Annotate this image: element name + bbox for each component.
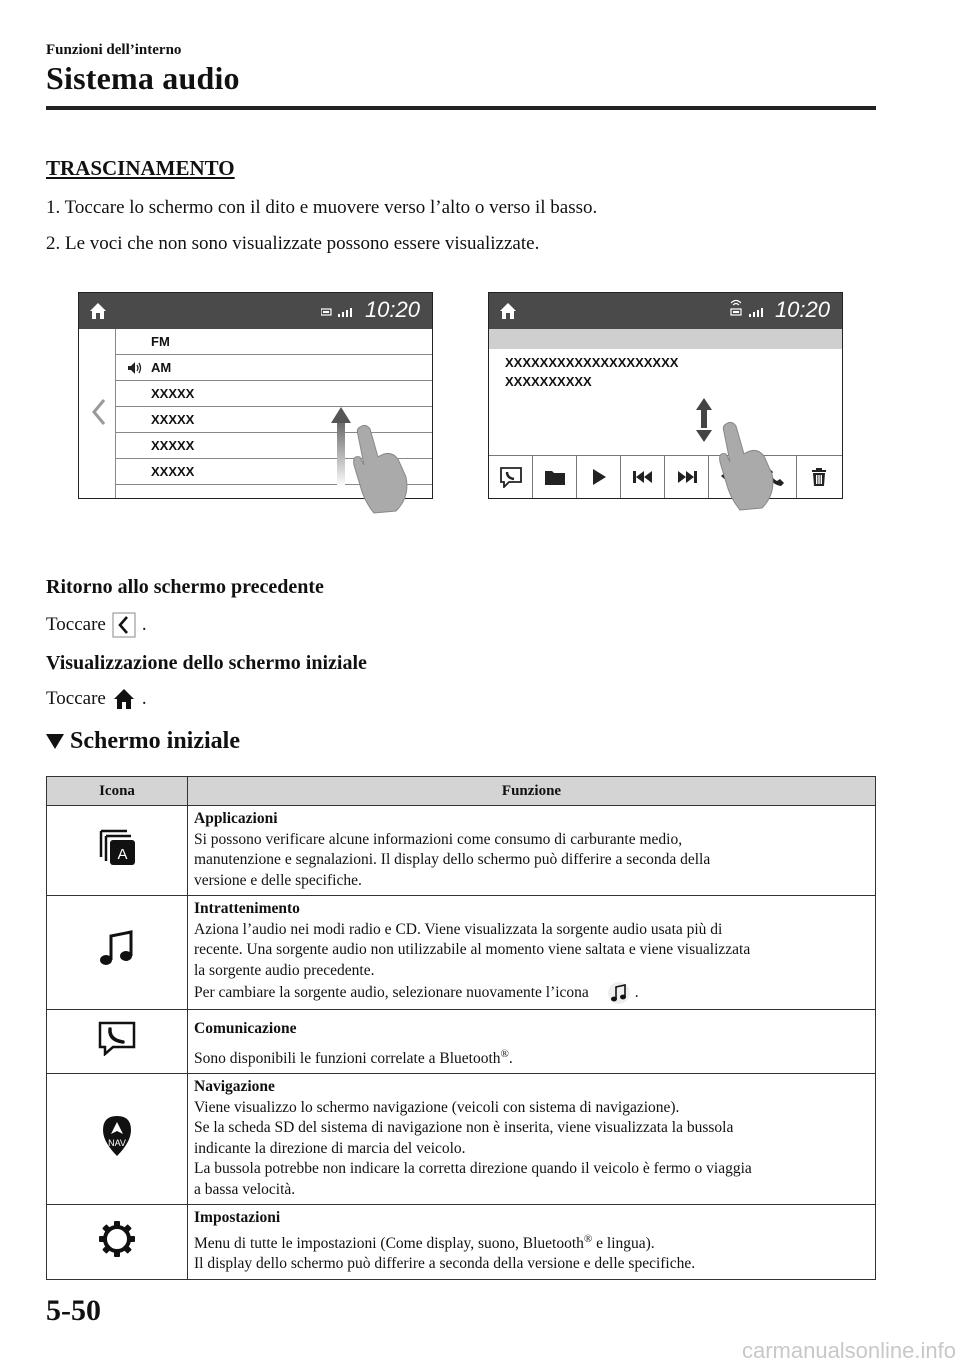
section-label: Funzioni dell’interno — [46, 42, 182, 58]
function-cell — [188, 896, 876, 1010]
home-instruction: Toccare . — [46, 686, 147, 712]
column-header-icon: Icona — [47, 777, 188, 806]
communication-icon — [97, 1020, 137, 1056]
row-text: Si possono verificare alcune informazioni come consumo di carburante medio, — [194, 830, 683, 848]
row-title: Applicazioni — [194, 810, 278, 827]
row-text: Menu di tutte le impostazioni (Come display, suono, Bluetooth® e lingua). — [194, 1232, 655, 1252]
row-text: recente. Una sorgente audio non utilizzabile al momento viene saltata e viene visualizzata — [194, 941, 751, 958]
delete-button[interactable] — [797, 456, 840, 498]
screen-status-bar — [79, 293, 432, 329]
page-number: 5-50 — [46, 1294, 101, 1327]
icon-cell — [47, 806, 188, 896]
play-button[interactable] — [577, 456, 621, 498]
list-item[interactable]: XXXXX — [115, 407, 432, 433]
back-text: Toccare — [46, 614, 106, 635]
svg-text:A: A — [117, 846, 128, 864]
svg-text:NAV: NAV — [108, 1137, 126, 1148]
chevron-left-icon[interactable] — [91, 398, 107, 426]
list-item[interactable]: AM — [115, 355, 432, 381]
list-item[interactable]: FM — [115, 329, 432, 355]
media-toolbar — [489, 455, 842, 499]
skip-back-icon — [632, 470, 654, 484]
text-line-2: XXXXXXXXXX — [505, 374, 592, 389]
music-note-icon — [607, 981, 631, 1005]
icon-cell — [47, 1074, 188, 1205]
speaker-icon — [127, 361, 143, 375]
back-heading: Ritorno allo schermo precedente — [46, 576, 324, 598]
chevron-left-icon — [112, 612, 136, 638]
screen-status-bar — [489, 293, 842, 329]
home-icon — [112, 686, 136, 712]
function-cell — [188, 1205, 876, 1280]
table-row — [47, 1010, 876, 1074]
communication-icon — [499, 466, 523, 488]
table-row — [47, 1074, 876, 1205]
section-heading-text: Schermo iniziale — [70, 728, 240, 754]
list-item[interactable]: XXXXX — [115, 459, 432, 485]
row-text: Il display dello schermo può differire a seconda della versione e delle specifiche. — [194, 1255, 696, 1273]
row-text: Viene visualizzo lo schermo navigazione (veicoli con sistema di navigazione). — [194, 1098, 680, 1116]
home-icon[interactable] — [87, 300, 109, 322]
row-text: a bassa velocità. — [194, 1180, 296, 1198]
section-heading — [46, 728, 240, 755]
folder-icon — [544, 468, 566, 486]
screen-text-example — [488, 292, 843, 499]
clock: 10:20 — [774, 297, 830, 322]
row-title: Navigazione — [194, 1078, 275, 1096]
function-cell — [188, 1074, 876, 1205]
previous-button[interactable] — [621, 456, 665, 498]
trash-icon — [810, 467, 828, 487]
communication-button[interactable] — [489, 456, 533, 498]
swipe-up-hand-icon — [330, 405, 412, 515]
row-title: Impostazioni — [194, 1209, 281, 1227]
row-text: Aziona l’audio nei modi radio e CD. Viene visualizzata la sorgente audio usata più di — [194, 920, 723, 938]
row-text: Per cambiare la sorgente audio, selezionare nuovamente l’icona . — [194, 981, 869, 1005]
home-text: Toccare — [46, 688, 106, 709]
list-item[interactable]: XXXXX — [115, 433, 432, 459]
folder-button[interactable] — [533, 456, 577, 498]
icon-cell — [47, 1205, 188, 1280]
table-row — [47, 1205, 876, 1280]
function-table — [46, 776, 876, 1280]
play-icon — [591, 468, 607, 486]
function-cell — [188, 1010, 876, 1074]
table-header-row — [47, 777, 876, 806]
settings-gear-icon — [97, 1219, 137, 1259]
watermark: carmanualsonline.info — [741, 1338, 956, 1363]
swipe-updown-hand-icon — [692, 396, 776, 516]
row-text: versione e delle specifiche. — [194, 871, 362, 889]
row-text: Sono disponibili le funzioni correlate a Bluetooth®. — [194, 1047, 513, 1067]
wifi-battery-signal-icon — [729, 297, 769, 319]
drag-step-1: 1. Toccare lo schermo con il dito e muovere verso l’alto o verso il basso. — [46, 197, 598, 218]
column-header-function: Funzione — [188, 777, 876, 806]
navigation-icon — [97, 1114, 137, 1158]
row-text: Se la scheda SD del sistema di navigazione non è inserita, viene visualizzata la bussola — [194, 1119, 734, 1137]
row-text: la sorgente audio precedente. — [194, 961, 375, 979]
triangle-marker-icon — [46, 734, 64, 749]
row-title: Comunicazione — [194, 1020, 297, 1037]
icon-cell — [47, 1010, 188, 1074]
applications-icon — [97, 827, 137, 867]
icon-cell — [47, 896, 188, 1010]
text-line-1: XXXXXXXXXXXXXXXXXXXX — [505, 355, 679, 370]
row-text: manutenzione e segnalazioni. Il display dello schermo può differire a seconda della — [194, 851, 711, 868]
row-text: La bussola potrebbe non indicare la corretta direzione quando il veicolo è fermo o viaggia — [194, 1160, 752, 1178]
title-rule — [46, 106, 876, 110]
table-row — [47, 896, 876, 1010]
clock: 10:20 — [364, 297, 420, 322]
back-instruction: Toccare . — [46, 612, 147, 638]
function-cell — [188, 806, 876, 896]
battery-signal-icon — [321, 307, 355, 317]
list-item[interactable]: XXXXX — [115, 381, 432, 407]
drag-step-2: 2. Le voci che non sono visualizzate possono essere visualizzate. — [46, 233, 540, 254]
row-title: Intrattenimento — [194, 900, 300, 917]
home-icon[interactable] — [497, 300, 519, 322]
table-row — [47, 806, 876, 896]
drag-heading: TRASCINAMENTO — [46, 156, 235, 180]
page-title: Sistema audio — [46, 60, 240, 96]
music-note-icon — [99, 930, 135, 968]
home-heading: Visualizzazione dello schermo iniziale — [46, 652, 367, 674]
row-text: indicante la direzione di marcia del veicolo. — [194, 1139, 466, 1157]
